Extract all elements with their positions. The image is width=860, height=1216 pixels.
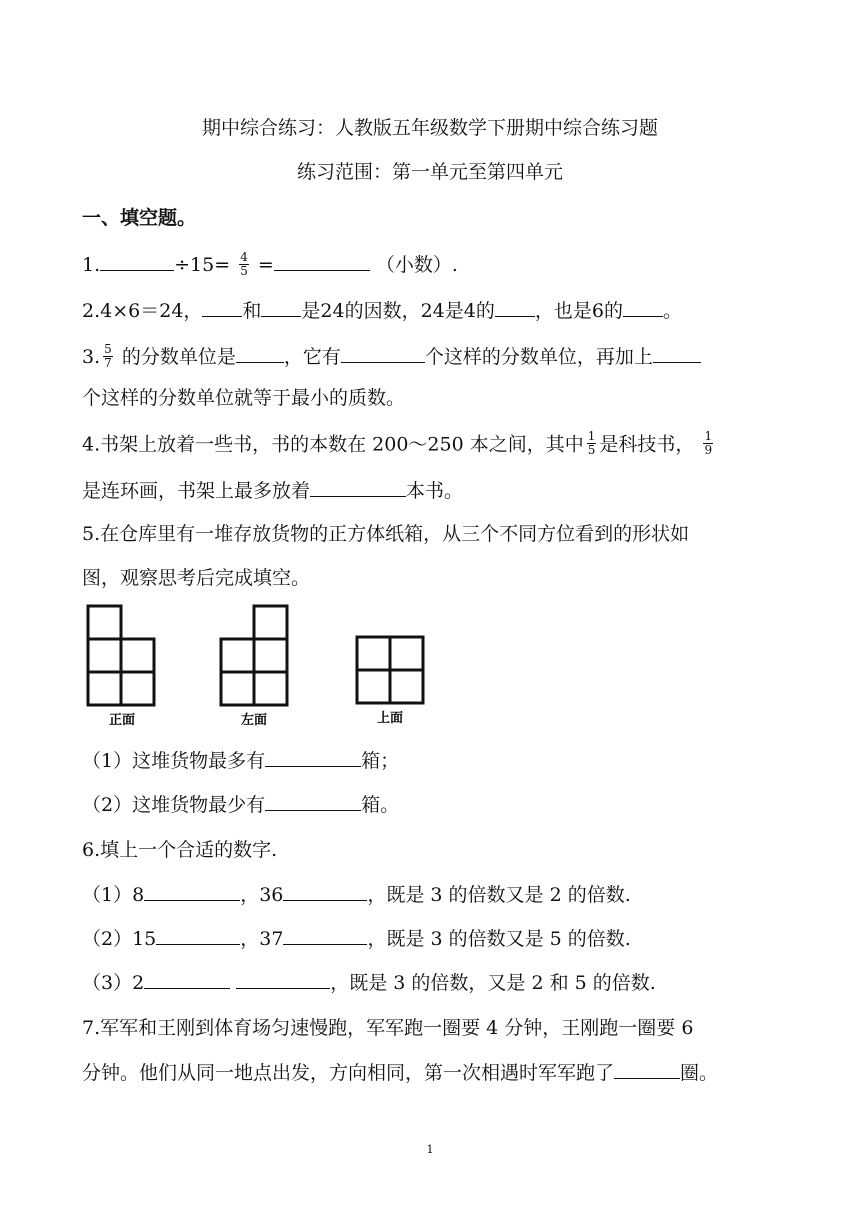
q5-line-1: 5.在仓库里有一堆存放货物的正方体纸箱，从三个不同方位看到的形状如 [82,523,690,545]
q1-fraction: $\frac{4}{5}$ [240,249,248,278]
q2-blank-1[interactable] [202,298,242,317]
top-view-label: 上面 [376,711,404,726]
q1-blank-1[interactable] [100,252,174,271]
q7-text-b: 圈。 [680,1062,719,1084]
q3-blank-2[interactable] [341,344,425,363]
q6-s2-c: ，既是 3 的倍数又是 5 的倍数. [367,928,631,950]
q6-sub-3 [82,970,790,995]
q6-sub-1 [82,882,790,907]
q2-text-b: 和 [242,300,262,322]
q6-s2-b: ，37 [240,928,284,950]
q6-s3-c: ，既是 3 的倍数，又是 2 和 5 的倍数. [330,972,656,994]
q4-fraction-2: $\frac{1}{9}$ [704,429,713,457]
q2-text-a: 2.4×6＝24， [82,300,203,322]
q6-s2-a: （2）15 [82,928,157,950]
q1-blank-2[interactable] [274,252,370,271]
q2-text-d: ，也是6的 [534,300,623,322]
q4-line-2 [82,478,790,503]
q3-line-2: 个这样的分数单位就等于最小的质数。 [82,387,406,409]
three-views-figure [82,600,482,730]
q6-s1-c: ，既是 3 的倍数又是 2 的倍数. [367,884,631,906]
q2-blank-4[interactable] [623,298,663,317]
q6-s1-b: ，36 [240,884,284,906]
q5-sub-2 [82,792,790,817]
q7-blank[interactable] [614,1060,680,1079]
q3-blank-3[interactable] [653,344,701,363]
q3-text-b: ，它有 [283,346,341,368]
q5-sub-2-tail: 箱。 [361,794,400,816]
q4-text-d: 本书。 [406,480,464,502]
q5-blank-1[interactable] [265,748,361,767]
page-title: 期中综合练习：人教版五年级数学下册期中综合练习题 [201,117,658,139]
q6-s1-blank-1[interactable] [144,882,240,901]
q5-line-2: 图，观察思考后完成填空。 [82,567,311,589]
q6-s2-blank-1[interactable] [156,926,240,945]
q6-sub-2 [82,926,790,951]
top-view [357,637,423,703]
q2-text-c: 是24的因数，24是4的 [301,300,495,322]
question-1 [82,249,790,280]
q1-tail: （小数）. [375,254,458,276]
q2-blank-2[interactable] [261,298,301,317]
q3-fraction: $\frac{5}{7}$ [104,341,112,370]
q3-text-a: 的分数单位是 [121,346,236,368]
q1-equals: = [257,254,274,276]
q4-text-b: 是科技书， [599,433,695,456]
q4-fraction-1: $\frac{1}{5}$ [587,429,596,457]
question-3 [82,341,790,372]
q3-text-c: 个这样的分数单位，再加上 [424,346,653,368]
q4-blank[interactable] [310,478,406,497]
q3-number: 3. [82,346,101,368]
q6-s1-blank-2[interactable] [283,882,367,901]
q6-s3-blank-2[interactable] [236,970,330,989]
section-heading: 一、填空题。 [82,207,197,229]
left-view [221,606,287,705]
q6-title: 6.填上一个合适的数字. [82,839,278,861]
page-subtitle: 练习范围：第一单元至第四单元 [296,161,563,183]
q5-sub-2-text: （2）这堆货物最少有 [82,794,266,816]
q2-text-e: 。 [662,300,682,322]
page-number: 1 [426,1143,434,1156]
front-view-label: 正面 [108,713,136,728]
q3-blank-1[interactable] [236,344,284,363]
q5-sub-1-tail: 箱； [361,750,400,772]
left-view-label: 左面 [240,713,268,728]
q5-sub-1-text: （1）这堆货物最多有 [82,750,266,772]
question-4 [82,429,790,459]
front-view [88,606,154,705]
q1-number: 1. [82,254,101,276]
q6-s3-a: （3）2 [82,972,145,994]
q4-text-a: 4.书架上放着一些书，书的本数在 200～250 本之间，其中 [82,433,584,456]
q4-text-c: 是连环画，书架上最多放着 [82,480,311,502]
q6-s2-blank-2[interactable] [283,926,367,945]
q7-text-a: 分钟。他们从同一地点出发，方向相同，第一次相遇时军军跑了 [82,1062,615,1084]
q7-line-1: 7.军军和王刚到体育场匀速慢跑，军军跑一圈要 4 分钟，王刚跑一圈要 6 [82,1017,694,1039]
q1-division: ÷15= [174,254,231,276]
question-2 [82,298,790,323]
q6-s1-a: （1）8 [82,884,145,906]
q5-sub-1 [82,748,790,773]
q5-blank-2[interactable] [265,792,361,811]
q6-s3-blank-1[interactable] [144,970,230,989]
q2-blank-3[interactable] [495,298,535,317]
q7-line-2 [82,1060,790,1085]
